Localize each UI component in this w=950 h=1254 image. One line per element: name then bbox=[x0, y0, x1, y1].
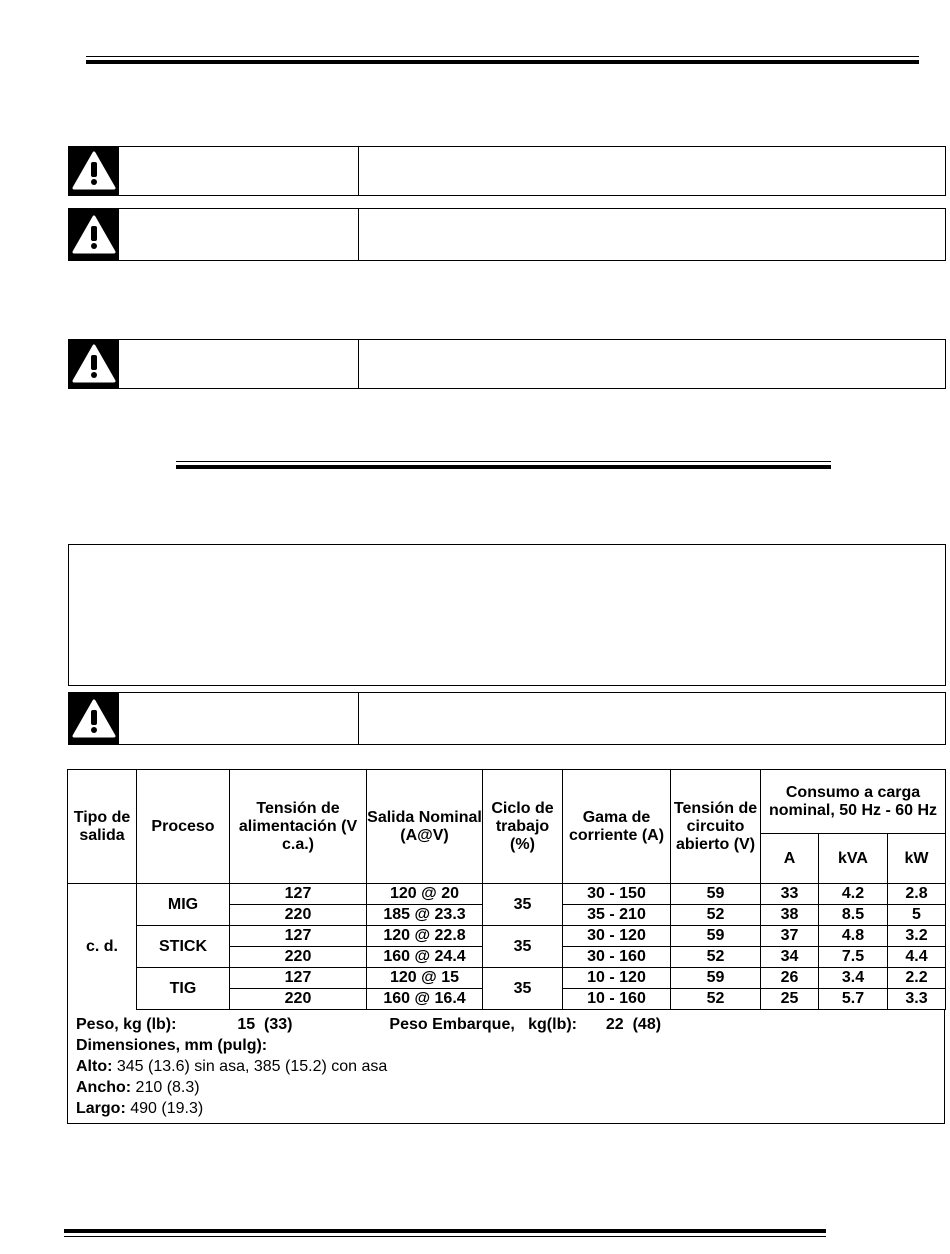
cell-abierto: 52 bbox=[671, 989, 761, 1010]
cell-kva: 4.2 bbox=[819, 884, 888, 905]
cell-gama: 30 - 150 bbox=[563, 884, 671, 905]
dimensiones-label: Dimensiones, mm (pulg): bbox=[76, 1037, 268, 1054]
dimensiones-line bbox=[76, 1035, 936, 1056]
header-consumo: Consumo a carga nominal, 50 Hz - 60 Hz bbox=[761, 770, 946, 834]
header-tension-alimentacion: Tensión de alimentación (V c.a.) bbox=[230, 770, 367, 884]
cell-kva: 4.8 bbox=[819, 926, 888, 947]
cell-kw: 5 bbox=[888, 905, 946, 926]
cell-proceso-mig: MIG bbox=[137, 884, 230, 926]
largo-line bbox=[76, 1098, 936, 1119]
cell-kva: 3.4 bbox=[819, 968, 888, 989]
embarque-value: 22 (48) bbox=[605, 1016, 662, 1033]
cell-ciclo: 35 bbox=[483, 926, 563, 968]
cell-a: 37 bbox=[761, 926, 819, 947]
cell-tipo-salida: c. d. bbox=[68, 884, 137, 1010]
ancho-value: 210 (8.3) bbox=[131, 1079, 200, 1096]
ancho-line bbox=[76, 1077, 936, 1098]
cell-salida: 120 @ 20 bbox=[367, 884, 483, 905]
cell-proceso-tig: TIG bbox=[137, 968, 230, 1010]
warning-box-3 bbox=[68, 339, 946, 389]
cell-a: 33 bbox=[761, 884, 819, 905]
cell-gama: 30 - 120 bbox=[563, 926, 671, 947]
header-tipo: Tipo de salida bbox=[68, 770, 137, 884]
cell-kva: 7.5 bbox=[819, 947, 888, 968]
warning-icon bbox=[69, 340, 119, 388]
header-a: A bbox=[761, 834, 819, 884]
warning-icon bbox=[69, 693, 119, 744]
cell-tension: 220 bbox=[230, 905, 367, 926]
header-kva: kVA bbox=[819, 834, 888, 884]
cell-tension: 220 bbox=[230, 989, 367, 1010]
warning-box-4 bbox=[68, 692, 946, 745]
warning-icon bbox=[69, 147, 119, 195]
cell-a: 34 bbox=[761, 947, 819, 968]
bottom-rule bbox=[64, 1229, 826, 1237]
cell-tension: 127 bbox=[230, 968, 367, 989]
spec-footer bbox=[67, 1010, 945, 1124]
cell-salida: 160 @ 16.4 bbox=[367, 989, 483, 1010]
cell-kw: 4.4 bbox=[888, 947, 946, 968]
header-gama-corriente: Gama de corriente (A) bbox=[563, 770, 671, 884]
cell-gama: 30 - 160 bbox=[563, 947, 671, 968]
header-kw: kW bbox=[888, 834, 946, 884]
largo-value: 490 (19.3) bbox=[125, 1100, 204, 1117]
cell-salida: 120 @ 15 bbox=[367, 968, 483, 989]
cell-kw: 2.8 bbox=[888, 884, 946, 905]
cell-tension: 127 bbox=[230, 884, 367, 905]
section-rule bbox=[176, 461, 831, 469]
warning-divider bbox=[358, 693, 359, 744]
cell-a: 25 bbox=[761, 989, 819, 1010]
alto-line bbox=[76, 1056, 936, 1077]
header-proceso: Proceso bbox=[137, 770, 230, 884]
cell-salida: 185 @ 23.3 bbox=[367, 905, 483, 926]
warning-divider bbox=[358, 340, 359, 388]
ancho-label: Ancho: bbox=[76, 1079, 132, 1096]
warning-divider bbox=[358, 147, 359, 195]
largo-label: Largo: bbox=[76, 1100, 126, 1117]
peso-value: 15 (33) bbox=[237, 1016, 293, 1033]
cell-salida: 160 @ 24.4 bbox=[367, 947, 483, 968]
cell-abierto: 59 bbox=[671, 968, 761, 989]
cell-kva: 5.7 bbox=[819, 989, 888, 1010]
warning-divider bbox=[358, 209, 359, 260]
cell-salida: 120 @ 22.8 bbox=[367, 926, 483, 947]
cell-ciclo: 35 bbox=[483, 968, 563, 1010]
embarque-label: Peso Embarque, kg(lb): bbox=[389, 1016, 577, 1033]
cell-abierto: 59 bbox=[671, 926, 761, 947]
cell-tension: 127 bbox=[230, 926, 367, 947]
cell-gama: 35 - 210 bbox=[563, 905, 671, 926]
alto-value: 345 (13.6) sin asa, 385 (15.2) con asa bbox=[112, 1058, 388, 1075]
header-salida-nominal: Salida Nominal (A@V) bbox=[367, 770, 483, 884]
cell-gama: 10 - 160 bbox=[563, 989, 671, 1010]
top-rule bbox=[86, 56, 919, 64]
cell-kw: 2.2 bbox=[888, 968, 946, 989]
warning-box-1 bbox=[68, 146, 946, 196]
cell-ciclo: 35 bbox=[483, 884, 563, 926]
warning-box-2 bbox=[68, 208, 946, 261]
cell-kva: 8.5 bbox=[819, 905, 888, 926]
warning-icon bbox=[69, 209, 119, 260]
cell-abierto: 52 bbox=[671, 905, 761, 926]
cell-tension: 220 bbox=[230, 947, 367, 968]
header-tension-circuito-abierto: Tensión de circuito abierto (V) bbox=[671, 770, 761, 884]
alto-label: Alto: bbox=[76, 1058, 113, 1075]
cell-proceso-stick: STICK bbox=[137, 926, 230, 968]
specifications-table bbox=[67, 769, 945, 1124]
header-ciclo-trabajo: Ciclo de trabajo (%) bbox=[483, 770, 563, 884]
note-box bbox=[68, 544, 946, 686]
cell-a: 38 bbox=[761, 905, 819, 926]
peso-label: Peso, kg (lb): bbox=[76, 1016, 177, 1033]
cell-kw: 3.3 bbox=[888, 989, 946, 1010]
cell-a: 26 bbox=[761, 968, 819, 989]
cell-gama: 10 - 120 bbox=[563, 968, 671, 989]
peso-line bbox=[76, 1014, 936, 1035]
cell-kw: 3.2 bbox=[888, 926, 946, 947]
cell-abierto: 52 bbox=[671, 947, 761, 968]
cell-abierto: 59 bbox=[671, 884, 761, 905]
